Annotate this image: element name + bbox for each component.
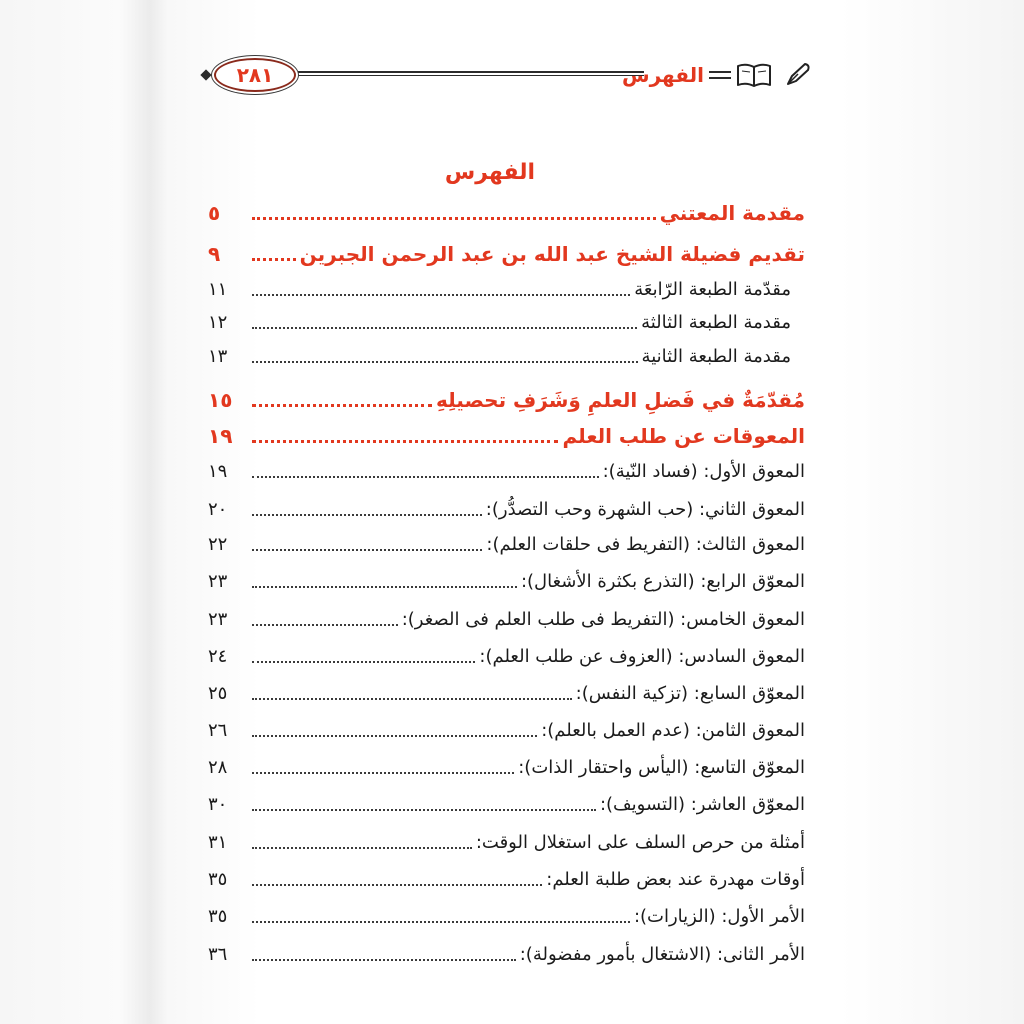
toc-entry-title: المعوق الأول: (فساد النّية):: [602, 461, 805, 482]
toc-entry-page: ٣٦: [208, 944, 228, 965]
dot-leader: [252, 549, 482, 551]
toc-entry-page: ١٣: [208, 346, 228, 367]
dot-leader: [252, 959, 516, 961]
toc-entry: [208, 865, 805, 895]
toc-entry: [208, 753, 805, 783]
page-number-badge: ٢٨١: [214, 58, 296, 92]
toc-entry-page: ٢٢: [208, 534, 228, 555]
toc-entry-title: المعوق الثاني: (حب الشهرة وحب التصدُّر):: [485, 499, 805, 520]
toc-entry-page: ١٥: [208, 388, 233, 412]
toc-entry-title: المعوقات عن طلب العلم: [562, 424, 805, 448]
dot-leader: [252, 884, 542, 886]
toc-entry: [208, 790, 805, 820]
toc-entry-page: ٥: [208, 201, 221, 225]
dot-leader: [252, 476, 599, 478]
dot-leader: [252, 809, 596, 811]
dot-leader: [252, 514, 482, 516]
dot-leader: [252, 772, 514, 774]
toc-entry: [208, 308, 805, 338]
toc-entry: [208, 940, 805, 970]
toc-entry-page: ٢٤: [208, 646, 228, 667]
toc-entry-title: مقدمة المعتني: [659, 201, 805, 225]
dot-leader: [252, 327, 637, 329]
toc-entry: [208, 342, 805, 372]
toc-entry-page: ٣٥: [208, 906, 228, 927]
toc-entry-page: ٢٣: [208, 609, 228, 630]
toc-entry-page: ٢٥: [208, 683, 228, 704]
toc-entry-title: المعوق الخامس: (التفريط فى طلب العلم فى الصغر):: [401, 609, 805, 630]
toc-entry-title: مقدمة الطبعة الثانية: [641, 346, 791, 367]
toc-entry-page: ١٢: [208, 312, 228, 333]
toc-entry-title: مقدّمة الطبعة الرّابعَة: [634, 279, 791, 300]
toc-entry-page: ٢٦: [208, 720, 228, 741]
toc-entry: [208, 642, 805, 672]
toc-entry-title: تقديم فضيلة الشيخ عبد الله بن عبد الرحمن الجبرين: [299, 242, 805, 266]
toc-entry-title: المعوّق السابع: (تزكية النفس):: [575, 683, 805, 704]
toc-entry-title: المعوّق التاسع: (اليأس واحتقار الذات):: [518, 757, 805, 778]
toc-entry: [208, 239, 805, 269]
header-rule: [298, 71, 644, 76]
toc-entry-title: الأمر الثانى: (الاشتغال بأمور مفضولة):: [519, 944, 805, 965]
toc-entry-title: أمثلة من حرص السلف على استغلال الوقت:: [475, 832, 805, 853]
toc-entry: [208, 679, 805, 709]
toc-entry: [208, 457, 805, 487]
dot-leader: [252, 847, 472, 849]
dot-leader: [252, 698, 572, 700]
toc-entry-title: المعوّق العاشر: (التسويف):: [599, 794, 805, 815]
toc-entry-title: مقدمة الطبعة الثالثة: [641, 312, 791, 333]
dot-leader: [252, 735, 537, 737]
dot-leader: [252, 440, 558, 443]
open-book-icon: [736, 62, 772, 88]
pen-icon: [784, 60, 812, 88]
dot-leader: [252, 217, 656, 220]
toc-entry: [208, 716, 805, 746]
toc-entry: [208, 385, 805, 415]
dot-leader: [252, 404, 432, 407]
toc-entry-page: ٩: [208, 242, 221, 266]
toc-entry-page: ٢٣: [208, 571, 228, 592]
toc-entry-title: المعوق السادس: (العزوف عن طلب العلم):: [479, 646, 805, 667]
toc-entry-page: ٣١: [208, 832, 228, 853]
toc-entry-title: المعوق الثامن: (عدم العمل بالعلم):: [541, 720, 805, 741]
dot-leader: [252, 921, 630, 923]
dot-leader: [252, 586, 517, 588]
toc-entry: [208, 605, 805, 635]
toc-entry-page: ٢٨: [208, 757, 228, 778]
toc-entry-title: الأمر الأول: (الزيارات):: [633, 906, 805, 927]
dot-leader: [252, 661, 475, 663]
toc-entry-page: ١٩: [208, 424, 233, 448]
dot-leader: [252, 361, 638, 363]
toc-entry: [208, 421, 805, 451]
toc-entry: [208, 530, 805, 560]
toc-entry-title: المعوق الثالث: (التفريط فى حلقات العلم):: [486, 534, 805, 555]
toc-entry: [208, 902, 805, 932]
dot-leader: [252, 294, 630, 296]
toc-entry-title: مُقدّمَةٌ في فَضلِ العلمِ وَشَرَفِ تحصيلِهِ: [435, 388, 805, 412]
header-diamond-ornament: [200, 69, 211, 80]
header-ornament: [709, 71, 731, 79]
toc-entry: [208, 275, 805, 305]
toc-entry-title: أوقات مهدرة عند بعض طلبة العلم:: [546, 869, 805, 890]
dot-leader: [252, 624, 398, 626]
toc-title: الفهرس: [444, 160, 536, 185]
toc-entry-page: ٣٥: [208, 869, 228, 890]
running-header-title: الفهرس: [621, 63, 704, 87]
toc-entry: [208, 495, 805, 525]
toc-entry-page: ١٩: [208, 461, 228, 482]
toc-entry-page: ٣٠: [208, 794, 228, 815]
toc-entry-page: ١١: [208, 279, 228, 300]
toc-entry-title: المعوّق الرابع: (التذرع بكثرة الأشغال):: [520, 571, 805, 592]
toc-entry: [208, 828, 805, 858]
toc-entry: [208, 567, 805, 597]
toc-entry-page: ٢٠: [208, 499, 228, 520]
toc-entry: [208, 198, 805, 228]
dot-leader: [252, 258, 296, 261]
